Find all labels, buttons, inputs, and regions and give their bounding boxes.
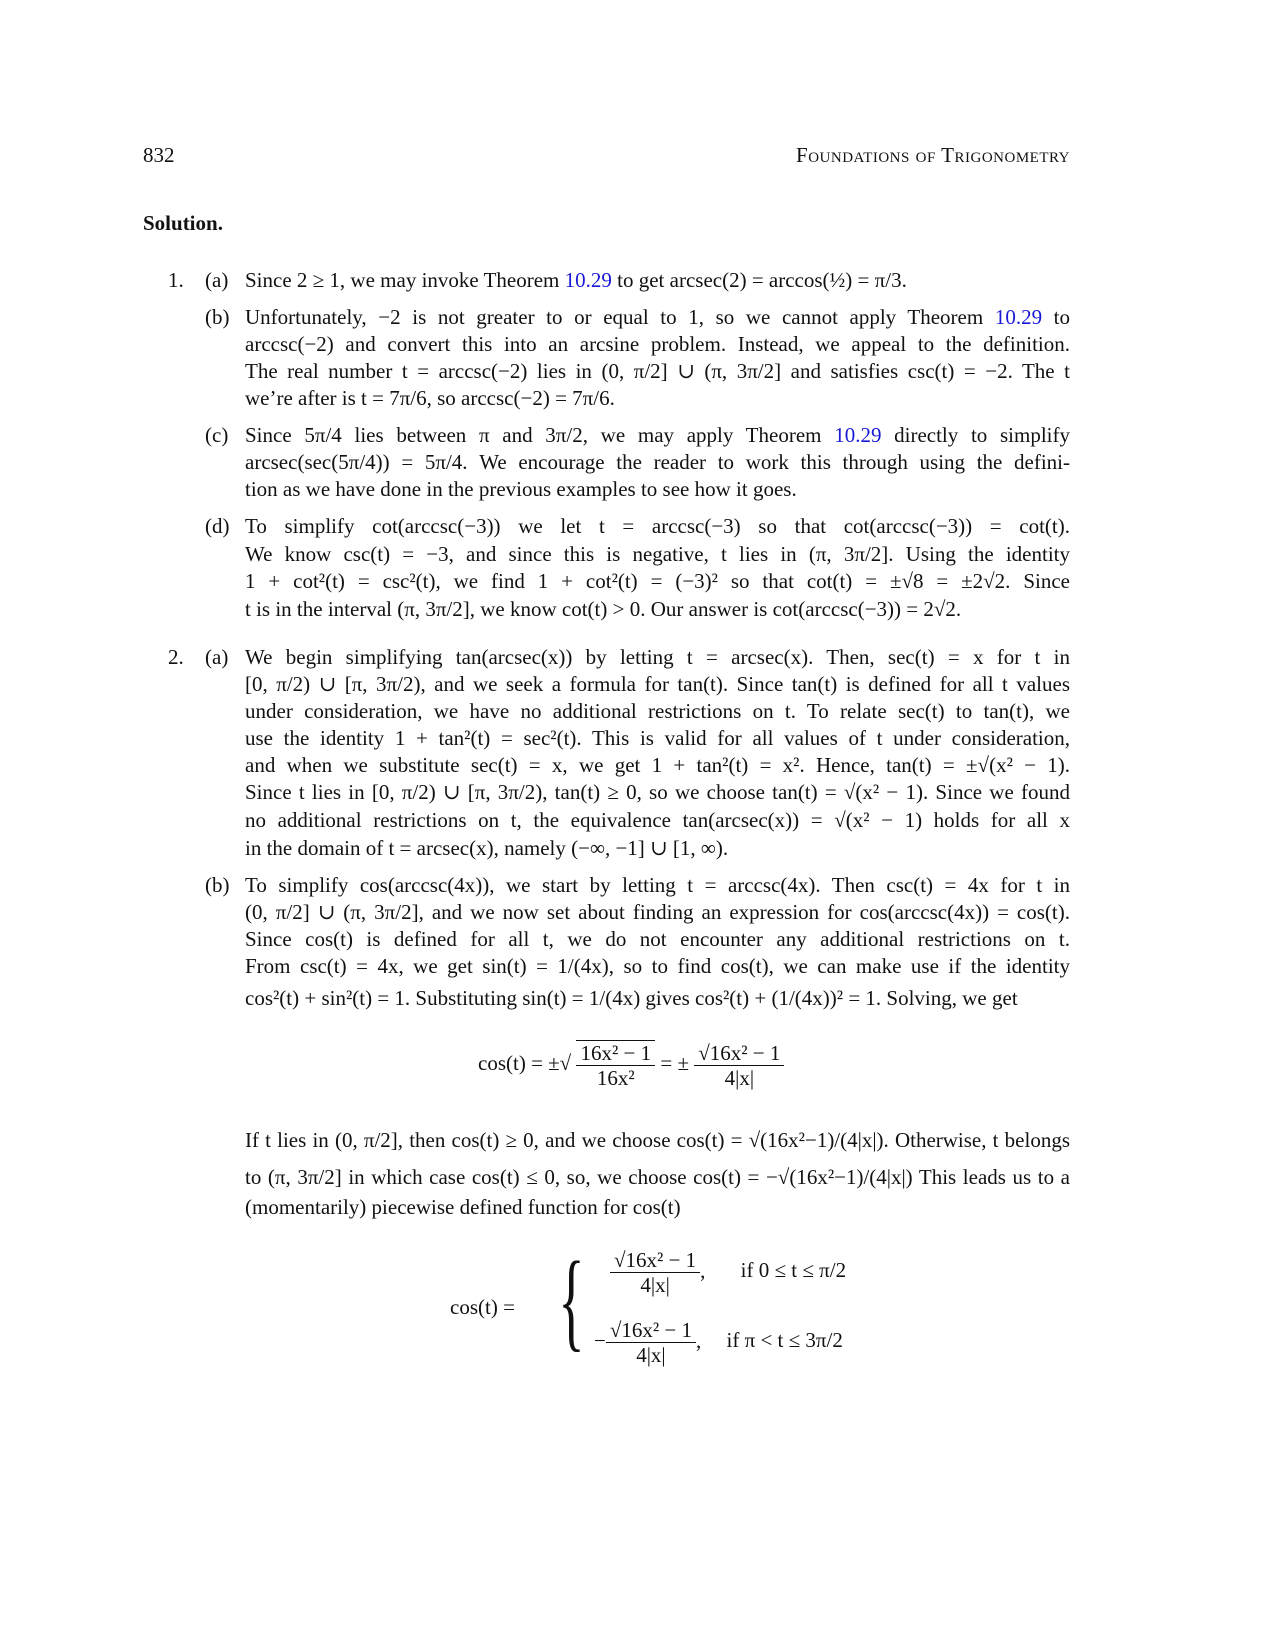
text-line [245,726,1070,750]
part-label: (c) [205,423,229,447]
text-line [245,569,1070,593]
line-text: use the identity 1 + tan²(t) = sec²(t). This is valid for all values of t under consideration, [245,726,1070,750]
line-text: arcsec(sec(5π/4)) = 5π/4. We encourage the reader to work this through using the defini- [245,450,1070,474]
piecewise-lhs: cos(t) = [450,1295,515,1319]
case1-num: √16x² − 1 [610,1248,700,1273]
text-line [245,386,1070,410]
eq-den2: 4|x| [724,1065,755,1090]
line-text: To simplify cot(arccsc(−3)) we let t = arccsc(−3) so that cot(arccsc(−3)) = cot(t). [245,514,1070,538]
line-text: to (π, 3π/2] in which case cos(t) ≤ 0, so, we choose cos(t) = −√(16x²−1)/(4|x|) This leads us to a [245,1165,1070,1189]
line-text: Since 5π/4 lies between π and 3π/2, we may apply Theorem [245,423,835,447]
text-line [245,1165,1070,1189]
text-line [245,597,1070,621]
item-number: 1. [168,268,184,292]
text-line [245,986,1070,1010]
line-text: Unfortunately, −2 is not greater to or equal to 1, so we cannot apply Theorem [245,305,995,329]
text-line [245,753,1070,777]
theorem-link[interactable]: 10.29 [834,423,882,447]
line-text: The real number t = arccsc(−2) lies in (0, π/2] ∪ (π, 3π/2] and satisfies csc(t) = −2. The t [245,359,1070,383]
comma: , [700,1258,706,1283]
case2-den: 4|x| [636,1343,666,1367]
eq-mid: = ± [660,1050,689,1075]
line-text: arccsc(−2) and convert this into an arcsine problem. Instead, we appeal to the definition. [245,332,1070,356]
text-line [245,954,1070,978]
line-text: directly to simplify [881,423,1070,447]
solution-heading: Solution. [143,211,223,235]
text-line [245,542,1070,566]
text-line [245,1128,1070,1152]
eq-lhs: cos(t) = ±√ [478,1050,572,1075]
text-line [245,780,1070,804]
piecewise-case-2 [594,1318,843,1367]
eq-num1: 16x² − 1 [576,1041,655,1066]
line-text: Since t lies in [0, π/2) ∪ [π, 3π/2), tan(t) ≥ 0, so we choose tan(t) = √(x² − 1). Since we found [245,780,1070,804]
part-label: (a) [205,645,229,669]
case2-sign: − [594,1328,606,1353]
line-text: If t lies in (0, π/2], then cos(t) ≥ 0, and we choose cos(t) = √(16x²−1)/(4|x|). Otherwise, t belongs [245,1128,1070,1152]
eq-num2: √16x² − 1 [694,1041,784,1066]
part-label: (b) [205,873,230,897]
line-text: To simplify cos(arccsc(4x)), we start by letting t = arccsc(4x). Then csc(t) = 4x for t in [245,873,1070,897]
line-text: Since cos(t) is defined for all t, we do not encounter any additional restrictions on t. [245,927,1070,951]
part-label: (a) [205,268,229,292]
text-line [245,423,1070,447]
line-text: we’re after is t = 7π/6, so arccsc(−2) = 7π/6. [245,386,615,410]
part-label: (b) [205,305,230,329]
text-line [245,450,1070,474]
piecewise-case-1 [610,1248,846,1297]
line-text: to get arcsec(2) = arccos(½) = π/3. [611,268,907,292]
text-line [245,305,1070,329]
running-title: Foundations of Trigonometry [796,143,1070,167]
text-line [245,514,1070,538]
case1-cond: if 0 ≤ t ≤ π/2 [740,1258,847,1283]
line-text: tion as we have done in the previous examples to see how it goes. [245,477,797,501]
line-text: under consideration, we have no additional restrictions on t. To relate sec(t) to tan(t), we [245,699,1070,723]
line-text: t is in the interval (π, 3π/2], we know cot(t) > 0. Our answer is cot(arccsc(−3)) = 2√2. [245,597,962,621]
line-text: (0, π/2] ∪ (π, 3π/2], and we now set about finding an expression for cos(arccsc(4x)) = cos(t). [245,900,1070,924]
text-line [245,268,1070,292]
line-text: 1 + cot²(t) = csc²(t), we find 1 + cot²(t) = (−3)² so that cot(t) = ±√8 = ±2√2. Since [245,569,1070,593]
piecewise-brace: { [558,1239,585,1361]
part-label: (d) [205,514,230,538]
line-text: We begin simplifying tan(arcsec(x)) by letting t = arcsec(x). Then, sec(t) = x for t in [245,645,1070,669]
line-text: We know csc(t) = −3, and since this is negative, t lies in (π, 3π/2]. Using the identity [245,542,1070,566]
line-text: (momentarily) piecewise defined function for cos(t) [245,1195,681,1219]
text-line [245,672,1070,696]
line-text: to [1042,305,1071,329]
theorem-link[interactable]: 10.29 [994,305,1043,329]
case2-cond: if π < t ≤ 3π/2 [726,1328,843,1353]
theorem-link[interactable]: 10.29 [564,268,612,292]
item-number: 2. [168,645,184,669]
line-text: Since 2 ≥ 1, we may invoke Theorem [245,268,565,292]
text-line [245,1195,1070,1219]
case1-den: 4|x| [640,1273,670,1297]
page-number: 832 [143,143,175,167]
comma: , [696,1328,702,1353]
display-equation [478,1040,784,1090]
text-line [245,873,1070,897]
line-text: in the domain of t = arcsec(x), namely (−∞, −1] ∪ [1, ∞). [245,836,729,860]
line-text: cos²(t) + sin²(t) = 1. Substituting sin(t) = 1/(4x) gives cos²(t) + (1/(4x))² = 1. Solving, we get [245,986,1018,1010]
case2-num: √16x² − 1 [606,1318,696,1343]
text-line [245,836,1070,860]
text-line [245,808,1070,832]
line-text: and when we substitute sec(t) = x, we get 1 + tan²(t) = x². Hence, tan(t) = ±√(x² − 1). [245,753,1070,777]
text-line [245,359,1070,383]
eq-den1: 16x² [596,1066,635,1090]
line-text: no additional restrictions on t, the equivalence tan(arcsec(x)) = √(x² − 1) holds for all x [245,808,1070,832]
text-line [245,332,1070,356]
text-line [245,927,1070,951]
text-line [245,477,1070,501]
text-line [245,645,1070,669]
line-text: [0, π/2) ∪ [π, 3π/2), and we seek a formula for tan(t). Since tan(t) is defined for all t values [245,672,1070,696]
line-text: From csc(t) = 4x, we get sin(t) = 1/(4x), so to find cos(t), we can make use if the identity [245,954,1070,978]
text-line [245,699,1070,723]
text-line [245,900,1070,924]
